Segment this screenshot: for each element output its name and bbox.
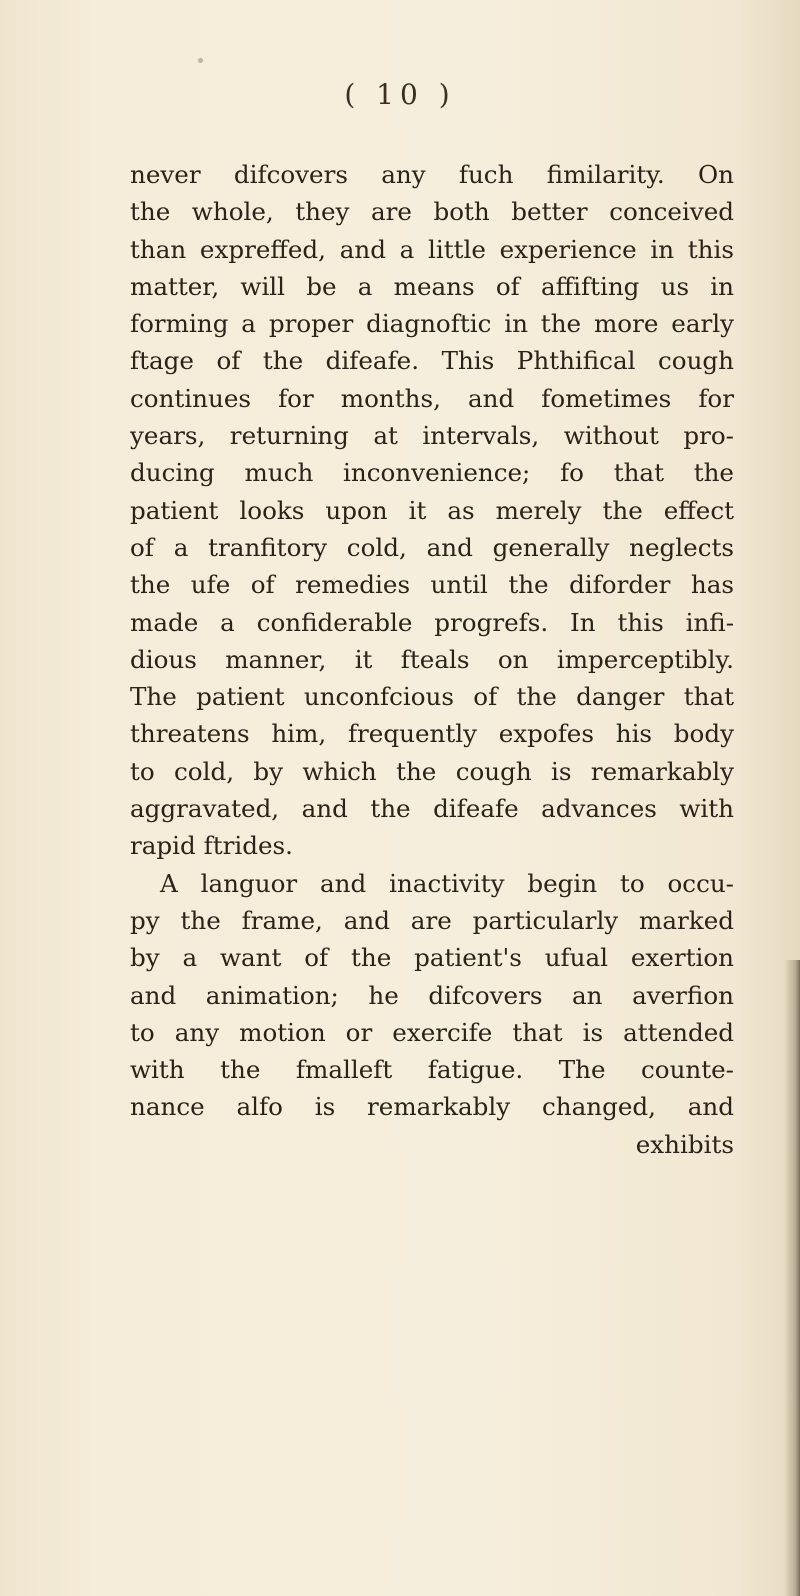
text-line: ducing much inconvenience; fo that the	[130, 458, 734, 488]
text-line: aggravated, and the difeafe advances with	[130, 794, 734, 824]
ink-speck	[198, 58, 203, 63]
text-line: by a want of the patient's ufual exertion	[130, 943, 734, 973]
text-line: dious manner, it fteals on imperceptibly.	[130, 644, 734, 674]
catchword: exhibits	[635, 1129, 734, 1159]
text-line: The patient unconfcious of the danger that	[130, 682, 734, 712]
text-line: threatens him, frequently expofes his body	[130, 719, 734, 749]
page-edge-shadow	[784, 960, 800, 1596]
text-line: of a tranfitory cold, and generally neglects	[130, 532, 734, 562]
text-line: and animation; he difcovers an averfion	[130, 980, 734, 1010]
text-line: made a confiderable progrefs. In this infi-	[130, 607, 734, 637]
text-line: patient looks upon it as merely the effect	[130, 495, 734, 525]
paragraph-end-line: rapid ftrides.	[130, 831, 293, 861]
text-line: continues for months, and fometimes for	[130, 383, 734, 413]
text-line: the ufe of remedies until the diforder has	[130, 570, 734, 600]
text-line: py the frame, and are particularly marked	[130, 905, 734, 935]
text-line: nance alfo is remarkably changed, and	[130, 1092, 734, 1122]
body-text	[130, 156, 734, 1163]
paragraph-start-line: A languor and inactivity begin to occu-	[160, 868, 734, 898]
text-line: never difcovers any fuch fimilarity. On	[130, 160, 734, 189]
text-line: forming a proper diagnoftic in the more early	[130, 309, 734, 339]
text-line: the whole, they are both better conceived	[130, 197, 734, 227]
text-line: with the fmalleft fatigue. The counte-	[130, 1055, 734, 1085]
text-line: to cold, by which the cough is remarkably	[130, 756, 734, 786]
page-number: ( 10 )	[344, 78, 456, 111]
text-line: matter, will be a means of affifting us in	[130, 271, 734, 301]
text-line: ftage of the difeafe. This Phthifical cough	[130, 346, 734, 376]
text-line: than expreffed, and a little experience in this	[130, 234, 734, 264]
text-line: years, returning at intervals, without pro-	[130, 421, 734, 451]
text-line: to any motion or exercife that is attended	[130, 1017, 734, 1047]
